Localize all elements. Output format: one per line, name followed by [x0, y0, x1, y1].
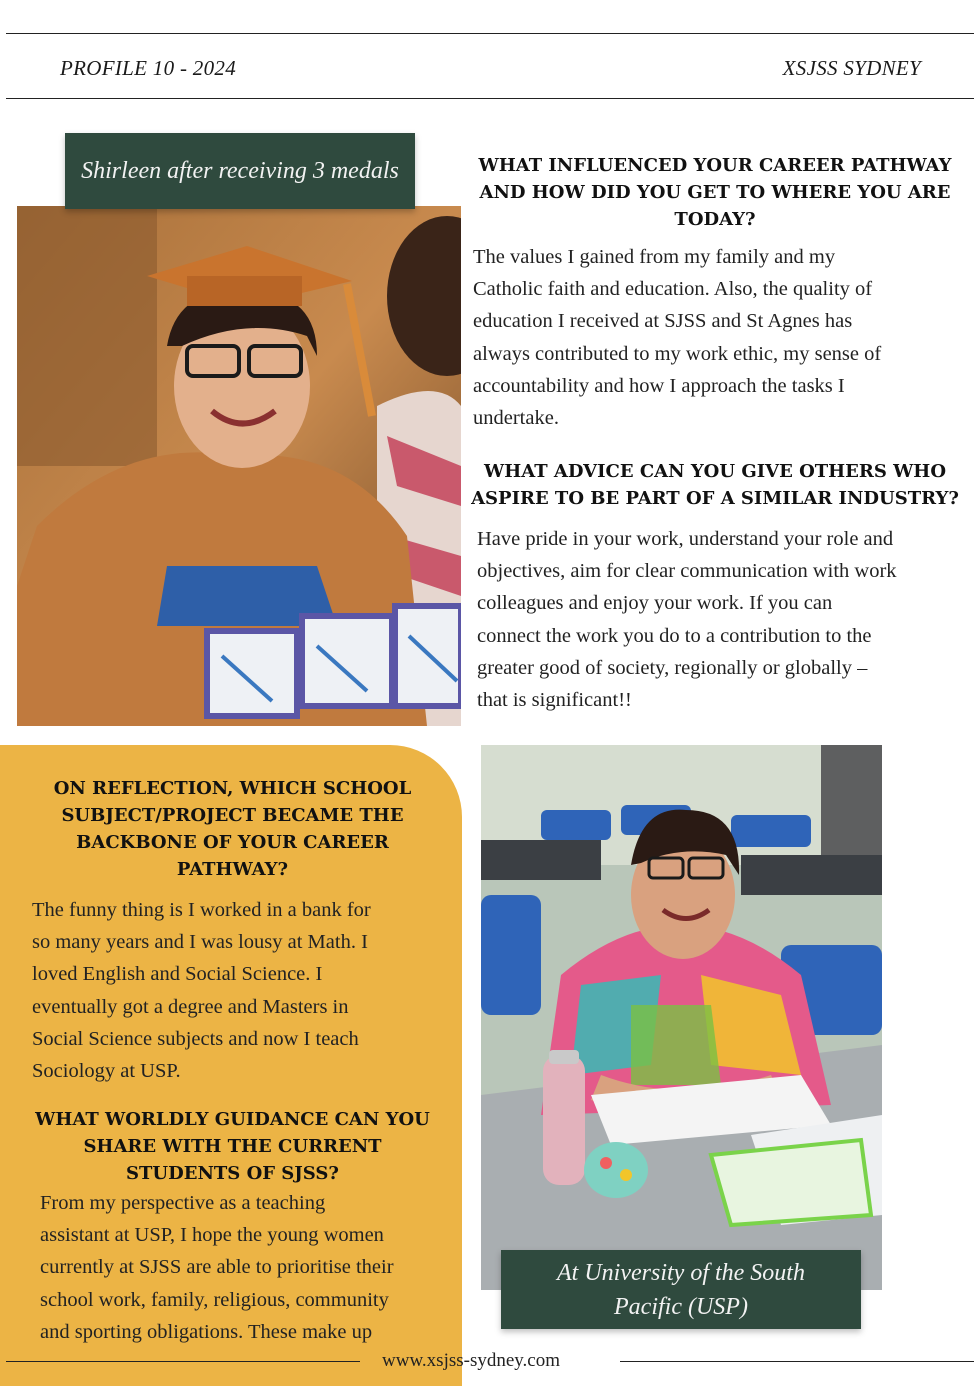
question-line: WHAT ADVICE CAN YOU GIVE OTHERS WHO: [484, 461, 946, 482]
answer-reflection: [32, 894, 452, 1087]
usp-classroom-photo: [481, 745, 882, 1290]
question-line: SUBJECT/PROJECT BECAME THE: [61, 805, 404, 826]
answer-line: that is significant!!: [477, 689, 632, 712]
answer-line: Sociology at USP.: [32, 1060, 181, 1083]
header-profile-label: PROFILE 10 - 2024: [60, 56, 236, 80]
answer-line: education I received at SJSS and St Agnes has: [473, 310, 853, 333]
graduation-photo: [17, 206, 461, 726]
header-site-label: XSJSS SYDNEY: [782, 56, 921, 80]
header-top-rule: [6, 33, 974, 34]
answer-line: and sporting obligations. These make up: [40, 1320, 373, 1343]
question-advice: [470, 458, 960, 512]
question-line: STUDENTS OF SJSS?: [126, 1163, 339, 1184]
answer-line: Social Science subjects and now I teach: [32, 1027, 359, 1050]
answer-line: colleagues and enjoy your work. If you can: [477, 592, 833, 615]
question-line: PATHWAY?: [176, 859, 289, 880]
question-career-pathway: WHAT INFLUENCED YOUR CAREER PATHWAY AND HOW DID YOU GET TO WHERE YOU ARE TODAY?: [478, 155, 952, 230]
footer-left-rule: [6, 1361, 360, 1362]
answer-line: The funny thing is I worked in a bank for: [32, 899, 371, 921]
answer-line: loved English and Social Science. I: [32, 963, 323, 986]
answer-line: accountability and how I approach the tasks I: [473, 374, 845, 397]
question-line: BACKBONE OF YOUR CAREER: [76, 832, 389, 853]
question-guidance: [10, 1106, 455, 1187]
question-reflection: [10, 775, 455, 883]
answer-line: objectives, aim for clear communication with work: [477, 560, 897, 583]
caption-line: Pacific (USP): [614, 1294, 748, 1320]
header-bottom-rule: [6, 98, 974, 99]
answer-career-pathway: [473, 241, 953, 434]
answer-line: Have pride in your work, understand your role and: [477, 528, 894, 550]
answer-line: Catholic faith and education. Also, the quality of: [473, 278, 873, 301]
answer-advice: [477, 523, 957, 716]
question-line: SHARE WITH THE CURRENT: [83, 1136, 382, 1157]
caption-line: At University of the South: [557, 1260, 805, 1286]
answer-line: always contributed to my work ethic, my sense of: [473, 342, 882, 365]
answer-line: school work, family, religious, community: [40, 1288, 389, 1311]
answer-line: currently at SJSS are able to prioritise their: [40, 1256, 394, 1279]
question-line: ASPIRE TO BE PART OF A SIMILAR INDUSTRY?: [471, 488, 959, 509]
footer-right-rule: [620, 1361, 974, 1362]
answer-line: eventually got a degree and Masters in: [32, 995, 349, 1018]
answer-line: From my perspective as a teaching: [40, 1192, 326, 1214]
photo-caption-medals: Shirleen after receiving 3 medals: [65, 133, 415, 209]
answer-line: greater good of society, regionally or globally –: [477, 656, 868, 679]
answer-line: The values I gained from my family and my: [473, 246, 836, 268]
answer-line: undertake.: [473, 407, 559, 430]
answer-line: so many years and I was lousy at Math. I: [32, 931, 368, 954]
answer-line: connect the work you do to a contribution to the: [477, 624, 872, 647]
answer-line: assistant at USP, I hope the young women: [40, 1224, 384, 1247]
footer-url: www.xsjss-sydney.com: [382, 1350, 561, 1371]
answer-guidance: [40, 1187, 460, 1348]
photo-caption-usp: [501, 1250, 861, 1329]
question-line: WHAT WORLDLY GUIDANCE CAN YOU: [35, 1109, 430, 1130]
question-line: ON REFLECTION, WHICH SCHOOL: [53, 778, 412, 799]
